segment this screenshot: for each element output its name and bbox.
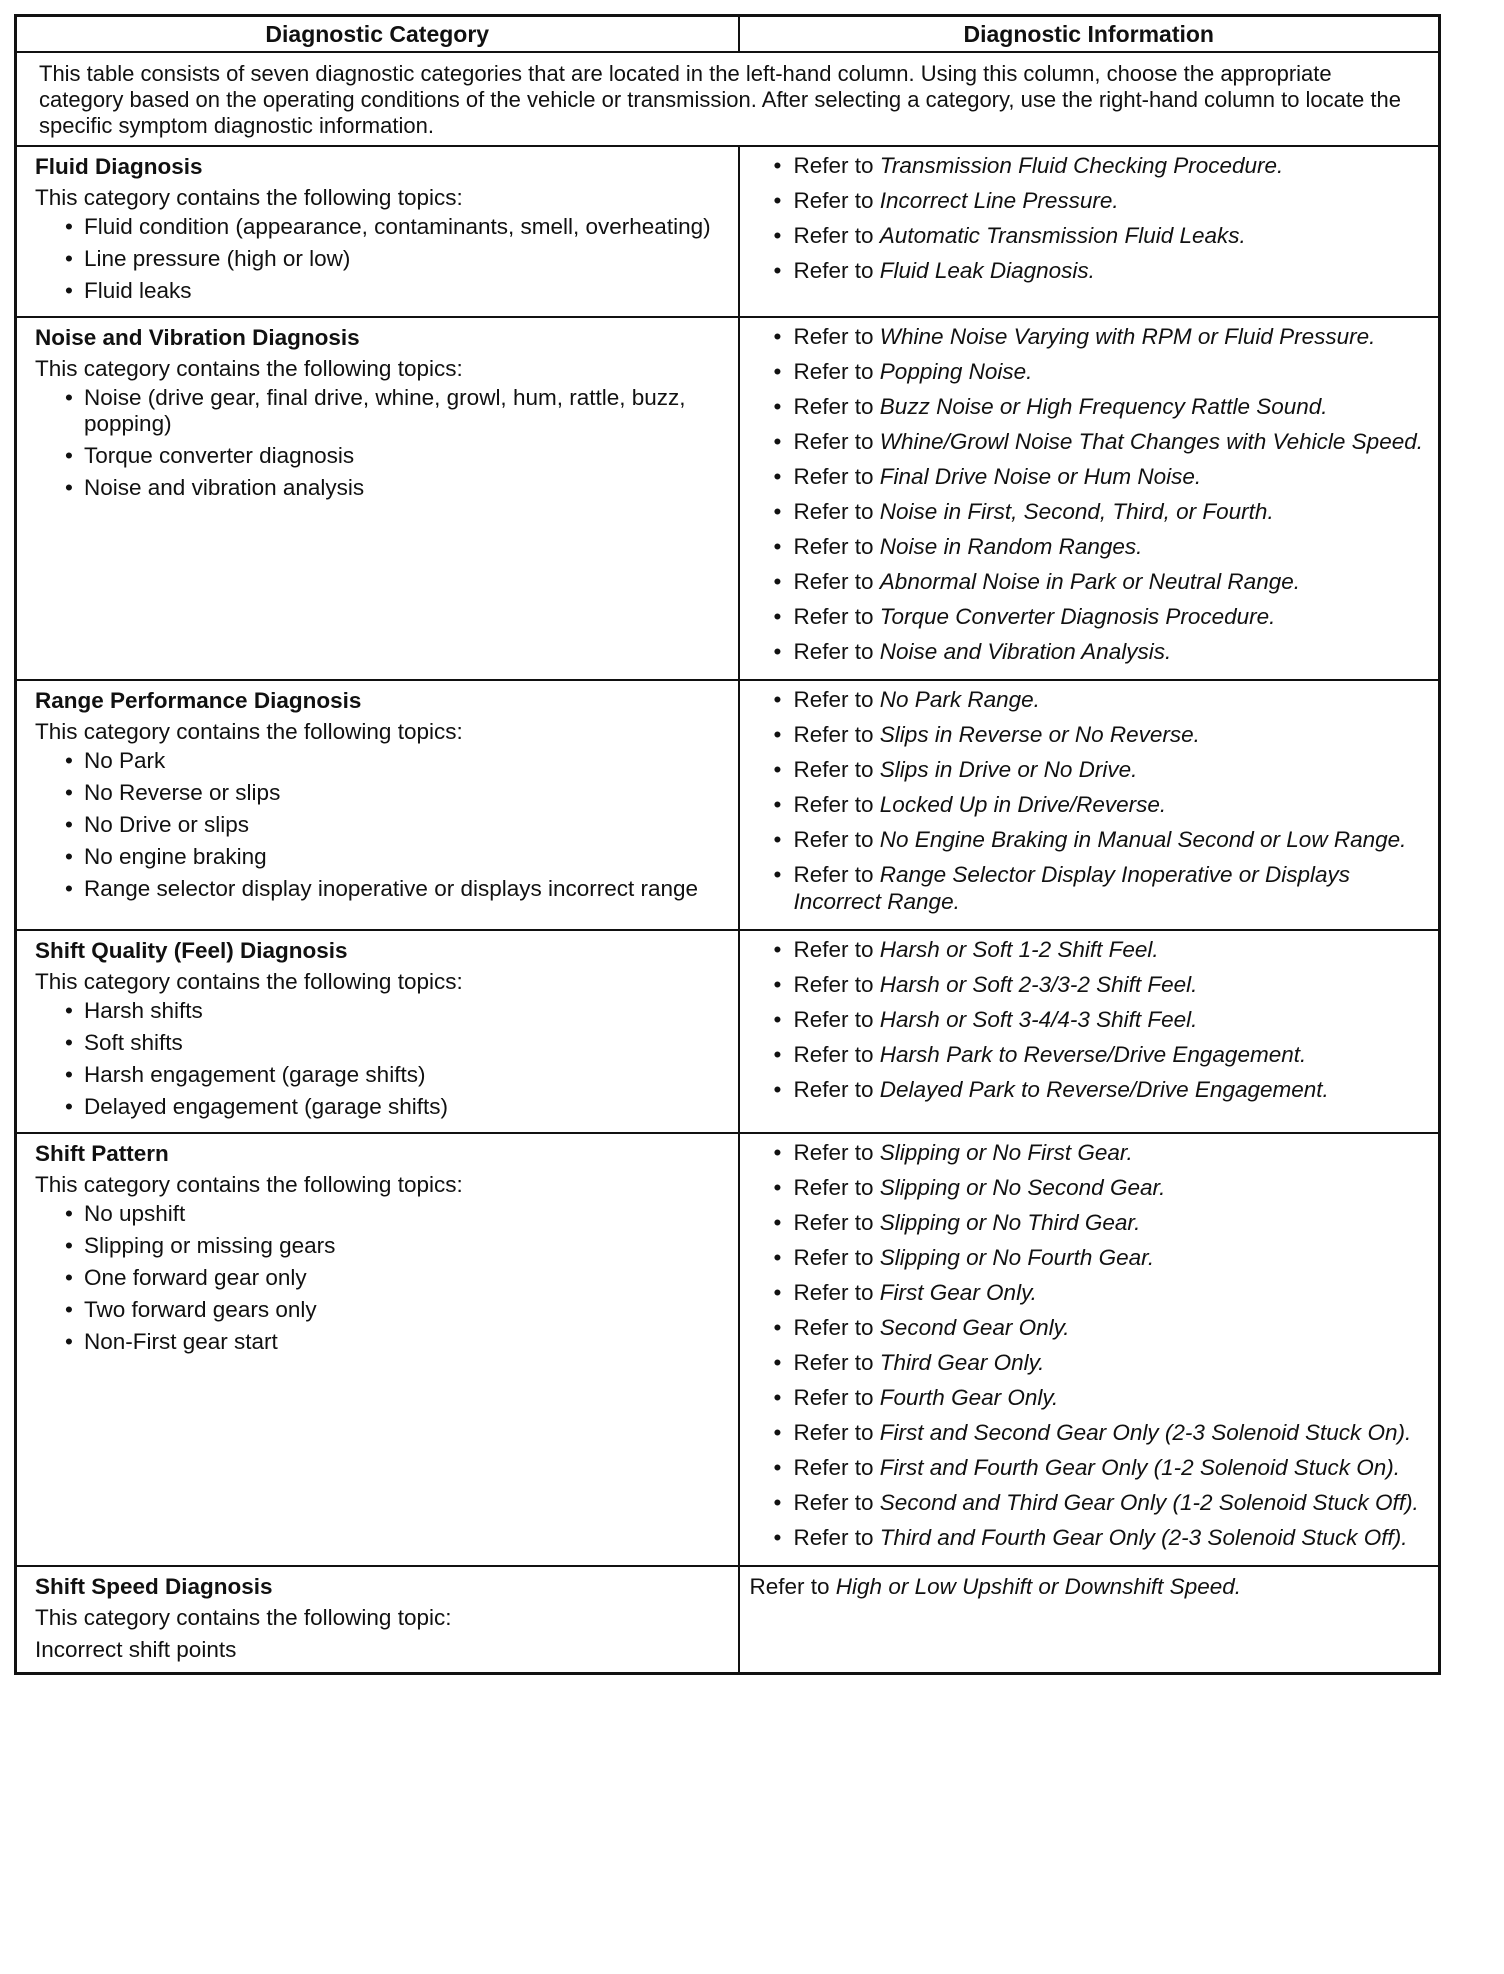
category-row [16, 680, 1440, 930]
category-cell [16, 930, 739, 1133]
reference-title: First Gear Only. [879, 1280, 1037, 1305]
reference-item [774, 1139, 1429, 1166]
category-title: Shift Pattern [35, 1141, 169, 1166]
diagnostic-table [14, 14, 1441, 1675]
topic-item: • Range selector display inoperative or displays incorrect range [65, 876, 724, 902]
refer-to-text: Refer to [793, 394, 880, 419]
reference-title: Incorrect Line Pressure. [879, 188, 1119, 213]
reference-item [774, 323, 1429, 350]
refer-to-text: Refer to [793, 499, 880, 524]
reference-title: Harsh or Soft 2-3/3-2 Shift Feel. [879, 972, 1198, 997]
topic-item: • No engine braking [65, 844, 724, 870]
reference-item [774, 1006, 1429, 1033]
refer-to-text: Refer to [793, 792, 880, 817]
reference-list [774, 686, 1429, 915]
category-cell [16, 1133, 739, 1566]
topic-item: • Delayed engagement (garage shifts) [65, 1094, 724, 1120]
reference-title: Noise in First, Second, Third, or Fourth. [879, 499, 1274, 524]
refer-to-text: Refer to [793, 534, 880, 559]
topic-item: • Noise and vibration analysis [65, 475, 724, 501]
reference-title: Automatic Transmission Fluid Leaks. [879, 223, 1246, 248]
reference-title: Slipping or No Third Gear. [879, 1210, 1141, 1235]
reference-title: Popping Noise. [879, 359, 1033, 384]
reference-item [774, 358, 1429, 385]
reference-title: Second and Third Gear Only (1-2 Solenoid Stuck Off). [879, 1490, 1419, 1515]
column-header-category: Diagnostic Category [16, 16, 739, 53]
refer-to-text: Refer to [793, 862, 880, 887]
category-cell [16, 146, 739, 317]
reference-title: Fluid Leak Diagnosis. [879, 258, 1095, 283]
refer-to-text: Refer to [793, 722, 880, 747]
reference-list [774, 152, 1429, 284]
topic-item: • One forward gear only [65, 1265, 724, 1291]
reference-item [774, 1314, 1429, 1341]
category-title: Shift Speed Diagnosis [35, 1574, 273, 1599]
refer-to-text: Refer to [793, 1455, 880, 1480]
topic-item: • Fluid leaks [65, 278, 724, 304]
reference-item [774, 257, 1429, 284]
reference-item [774, 1489, 1429, 1516]
information-cell [739, 680, 1440, 930]
refer-to-text: Refer to [793, 1245, 880, 1270]
intro-text: This table consists of seven diagnostic categories that are located in the left-hand column. Using this column, choose the appropriate category based on the operating conditions of the vehicle or transmission. After selecting a category, use the right-hand column to locate the specific symptom diagnostic information. [16, 52, 1440, 146]
refer-to-text: Refer to [793, 1525, 880, 1550]
topic-item: • Slipping or missing gears [65, 1233, 724, 1259]
refer-to-text: Refer to [793, 153, 880, 178]
reference-title: Locked Up in Drive/Reverse. [879, 792, 1167, 817]
reference-title: Harsh or Soft 1-2 Shift Feel. [879, 937, 1159, 962]
category-intro: This category contains the following topics: [35, 185, 463, 210]
category-title: Shift Quality (Feel) Diagnosis [35, 938, 348, 963]
reference-item [774, 1349, 1429, 1376]
reference-title: Transmission Fluid Checking Procedure. [879, 153, 1284, 178]
refer-to-text: Refer to [793, 359, 880, 384]
information-cell [739, 146, 1440, 317]
reference-title: High or Low Upshift or Downshift Speed. [835, 1574, 1241, 1599]
topic-item: Incorrect shift points [35, 1637, 237, 1662]
topic-item: • Noise (drive gear, final drive, whine, growl, hum, rattle, buzz, popping) [65, 385, 724, 437]
reference-item [774, 187, 1429, 214]
refer-to-text: Refer to [793, 1140, 880, 1165]
reference-item [774, 826, 1429, 853]
reference-item [774, 1209, 1429, 1236]
category-intro: This category contains the following topics: [35, 719, 463, 744]
refer-to-text: Refer to [793, 972, 880, 997]
refer-to-text: Refer to [793, 1385, 880, 1410]
reference-item [774, 1454, 1429, 1481]
reference-title: First and Second Gear Only (2-3 Solenoid Stuck On). [879, 1420, 1412, 1445]
reference-title: Whine/Growl Noise That Changes with Vehicle Speed. [879, 429, 1423, 454]
category-title: Range Performance Diagnosis [35, 688, 362, 713]
reference-title: Third and Fourth Gear Only (2-3 Solenoid Stuck Off). [879, 1525, 1408, 1550]
category-row [16, 1566, 1440, 1674]
reference-title: Slips in Reverse or No Reverse. [879, 722, 1200, 747]
reference-item [774, 756, 1429, 783]
reference-title: Delayed Park to Reverse/Drive Engagement. [879, 1077, 1329, 1102]
topic-list [35, 998, 724, 1120]
reference-title: Slipping or No Second Gear. [879, 1175, 1166, 1200]
reference-title: Final Drive Noise or Hum Noise. [879, 464, 1202, 489]
topic-list [35, 1201, 724, 1355]
topic-item: • Non-First gear start [65, 1329, 724, 1355]
reference-item [774, 1244, 1429, 1271]
reference-item [774, 1384, 1429, 1411]
reference-title: Noise in Random Ranges. [879, 534, 1143, 559]
reference-item [774, 463, 1429, 490]
reference-item [774, 603, 1429, 630]
topic-item: • Line pressure (high or low) [65, 246, 724, 272]
reference-item [774, 1174, 1429, 1201]
refer-to-text: Refer to [793, 188, 880, 213]
reference-title: First and Fourth Gear Only (1-2 Solenoid Stuck On). [879, 1455, 1401, 1480]
reference-title: Abnormal Noise in Park or Neutral Range. [879, 569, 1300, 594]
reference-title: Slipping or No Fourth Gear. [879, 1245, 1155, 1270]
topic-item: • Harsh engagement (garage shifts) [65, 1062, 724, 1088]
refer-to-text: Refer to [749, 1574, 836, 1599]
reference-item [774, 393, 1429, 420]
category-row [16, 146, 1440, 317]
refer-to-text: Refer to [793, 1175, 880, 1200]
category-title: Noise and Vibration Diagnosis [35, 325, 360, 350]
topic-list [35, 214, 724, 304]
reference-title: Slips in Drive or No Drive. [879, 757, 1138, 782]
refer-to-text: Refer to [793, 1210, 880, 1235]
reference-item [774, 498, 1429, 525]
reference-title: Slipping or No First Gear. [879, 1140, 1133, 1165]
reference-title: Harsh or Soft 3-4/4-3 Shift Feel. [879, 1007, 1198, 1032]
intro-row [16, 52, 1440, 146]
refer-to-text: Refer to [793, 1490, 880, 1515]
table-body [16, 52, 1440, 1674]
reference-title: Range Selector Display Inoperative or Displays Incorrect Range. [793, 862, 1351, 914]
refer-to-text: Refer to [793, 1077, 880, 1102]
reference-title: No Park Range. [879, 687, 1040, 712]
topic-item: • No Reverse or slips [65, 780, 724, 806]
category-cell [16, 317, 739, 680]
topic-item: • No upshift [65, 1201, 724, 1227]
topic-item: • Harsh shifts [65, 998, 724, 1024]
reference-item [774, 1279, 1429, 1306]
reference-item [774, 721, 1429, 748]
topic-item: • Torque converter diagnosis [65, 443, 724, 469]
information-cell [739, 1566, 1440, 1674]
category-cell [16, 1566, 739, 1674]
column-header-information: Diagnostic Information [739, 16, 1440, 53]
refer-to-text: Refer to [793, 1007, 880, 1032]
reference-item [774, 791, 1429, 818]
reference-item [774, 971, 1429, 998]
reference-title: Fourth Gear Only. [879, 1385, 1059, 1410]
category-row [16, 1133, 1440, 1566]
category-cell [16, 680, 739, 930]
reference-item [774, 861, 1429, 915]
refer-to-text: Refer to [793, 827, 880, 852]
refer-to-text: Refer to [793, 429, 880, 454]
refer-to-text: Refer to [793, 937, 880, 962]
reference-item [774, 638, 1429, 665]
reference-list [774, 1139, 1429, 1551]
reference-title: Noise and Vibration Analysis. [879, 639, 1172, 664]
reference-item [774, 686, 1429, 713]
reference-item [774, 936, 1429, 963]
reference-item [774, 222, 1429, 249]
reference-title: Torque Converter Diagnosis Procedure. [879, 604, 1276, 629]
reference-title: Third Gear Only. [879, 1350, 1045, 1375]
reference-item [774, 1524, 1429, 1551]
refer-to-text: Refer to [793, 569, 880, 594]
refer-to-text: Refer to [793, 1420, 880, 1445]
reference-title: Buzz Noise or High Frequency Rattle Sound. [879, 394, 1328, 419]
category-intro: This category contains the following topics: [35, 1172, 463, 1197]
refer-to-text: Refer to [793, 258, 880, 283]
topic-list [35, 748, 724, 902]
topic-item: • Soft shifts [65, 1030, 724, 1056]
refer-to-text: Refer to [793, 1350, 880, 1375]
refer-to-text: Refer to [793, 604, 880, 629]
category-title: Fluid Diagnosis [35, 154, 203, 179]
refer-to-text: Refer to [793, 1280, 880, 1305]
reference-title: Harsh Park to Reverse/Drive Engagement. [879, 1042, 1307, 1067]
topic-item: • Two forward gears only [65, 1297, 724, 1323]
reference-title: No Engine Braking in Manual Second or Low Range. [879, 827, 1407, 852]
refer-to-text: Refer to [793, 639, 880, 664]
reference-item [774, 1419, 1429, 1446]
reference-item [774, 568, 1429, 595]
reference-list [774, 323, 1429, 665]
topic-item: • Fluid condition (appearance, contaminants, smell, overheating) [65, 214, 724, 240]
reference-item [774, 1076, 1429, 1103]
refer-to-text: Refer to [793, 1315, 880, 1340]
category-row [16, 317, 1440, 680]
reference-item [750, 1572, 1429, 1602]
topic-item: • No Drive or slips [65, 812, 724, 838]
category-row [16, 930, 1440, 1133]
reference-title: Whine Noise Varying with RPM or Fluid Pressure. [879, 324, 1376, 349]
reference-item [774, 1041, 1429, 1068]
refer-to-text: Refer to [793, 464, 880, 489]
reference-list [774, 936, 1429, 1103]
category-intro: This category contains the following topics: [35, 969, 463, 994]
category-intro: This category contains the following topic: [35, 1605, 452, 1630]
category-intro: This category contains the following topics: [35, 356, 463, 381]
header-row [16, 16, 1440, 53]
information-cell [739, 930, 1440, 1133]
reference-item [774, 428, 1429, 455]
information-cell [739, 317, 1440, 680]
reference-item [774, 533, 1429, 560]
reference-item [774, 152, 1429, 179]
refer-to-text: Refer to [793, 757, 880, 782]
refer-to-text: Refer to [793, 324, 880, 349]
reference-title: Second Gear Only. [879, 1315, 1070, 1340]
refer-to-text: Refer to [793, 223, 880, 248]
topic-list [35, 385, 724, 501]
refer-to-text: Refer to [793, 687, 880, 712]
topic-item: • No Park [65, 748, 724, 774]
refer-to-text: Refer to [793, 1042, 880, 1067]
information-cell [739, 1133, 1440, 1566]
